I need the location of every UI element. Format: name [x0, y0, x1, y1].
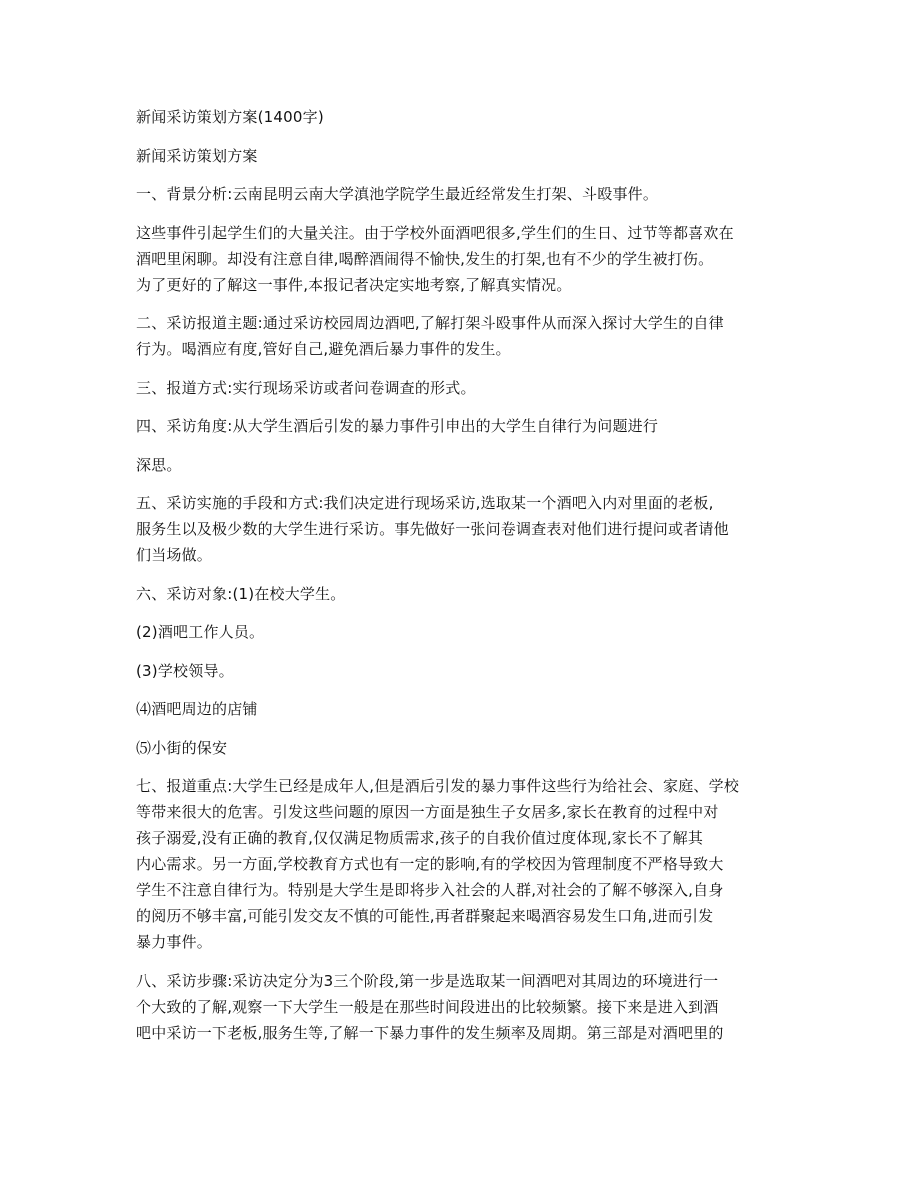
text-line: 二、采访报道主题:通过采访校园周边酒吧,了解打架斗殴事件从而深入探讨大学生的自律	[136, 314, 724, 332]
text-line: 服务生以及极少数的大学生进行采访。事先做好一张问卷调查表对他们进行提问或者请他	[136, 520, 729, 538]
text-line: (2)酒吧工作人员。	[136, 623, 265, 641]
text-line: 吧中采访一下老板,服务生等,了解一下暴力事件的发生频率及周期。第三部是对酒吧里的	[136, 1023, 724, 1042]
section-focus	[136, 773, 786, 955]
section-angle	[136, 413, 786, 439]
text-line: 的阅历不够丰富,可能引发交友不慎的可能性,再者群聚起来喝酒容易发生口角,进而引发	[136, 907, 714, 925]
text-line: 等带来很大的危害。引发这些问题的原因一方面是独生子女居多,家长在教育的过程中对	[136, 803, 719, 821]
text-line: 六、采访对象:(1)在校大学生。	[136, 584, 346, 603]
text-line: 孩子溺爱,没有正确的教育,仅仅满足物质需求,孩子的自我价值过度体现,家长不了解其	[136, 829, 704, 847]
text-line: 酒吧里闲聊。却没有注意自律,喝醉酒闹得不愉快,发生的打架,也有不少的学生被打伤。	[136, 249, 714, 268]
document-body	[136, 104, 786, 1058]
subject-item	[136, 619, 786, 645]
text-line: 这些事件引起学生们的大量关注。由于学校外面酒吧很多,学生们的生日、过节等都喜欢在	[136, 223, 734, 242]
text-line: 个大致的了解,观察一下大学生一般是在那些时间段进出的比较频繁。接下来是进入到酒	[136, 997, 719, 1016]
section-background	[136, 181, 786, 207]
section-background-detail	[136, 220, 786, 298]
text-line: 三、报道方式:实行现场采访或者问卷调查的形式。	[136, 378, 476, 397]
subject-item	[136, 658, 786, 684]
document-title: 新闻采访策划方案(1400字)	[136, 108, 324, 126]
text-line: 七、报道重点:大学生已经是成年人,但是酒后引发的暴力事件这些行为给社会、家庭、学校	[136, 777, 740, 795]
text-line: 五、采访实施的手段和方式:我们决定进行现场采访,选取某一个酒吧入内对里面的老板,	[136, 494, 714, 512]
text-line: 暴力事件。	[136, 933, 213, 951]
text-line: 内心需求。另一方面,学校教育方式也有一定的影响,有的学校因为管理制度不严格导致大	[136, 855, 724, 873]
document-subtitle: 新闻采访策划方案	[136, 146, 258, 165]
section-implementation	[136, 490, 786, 568]
section-angle-continued	[136, 452, 786, 478]
text-line: 四、采访角度:从大学生酒后引发的暴力事件引申出的大学生自律行为问题进行	[136, 417, 659, 435]
section-steps	[136, 968, 786, 1046]
text-line: 八、采访步骤:采访决定分为3三个阶段,第一步是选取某一间酒吧对其周边的环境进行一	[136, 971, 719, 990]
subject-item	[136, 735, 786, 761]
section-subjects	[136, 581, 786, 607]
text-line: (3)学校领导。	[136, 661, 234, 680]
subject-item	[136, 696, 786, 722]
text-line: ⑷酒吧周边的店铺	[136, 700, 258, 718]
text-line: 深思。	[136, 455, 182, 474]
text-line: 学生不注意自律行为。特别是大学生是即将步入社会的人群,对社会的了解不够深入,自身	[136, 881, 724, 899]
text-line: ⑸小街的保安	[136, 738, 228, 757]
text-line: 一、背景分析:云南昆明云南大学滇池学院学生最近经常发生打架、斗殴事件。	[136, 185, 659, 203]
text-line: 们当场做。	[136, 546, 213, 564]
text-line: 为了更好的了解这一事件,本报记者决定实地考察,了解真实情况。	[136, 275, 572, 294]
section-method	[136, 375, 786, 401]
section-theme	[136, 310, 786, 362]
text-line: 行为。喝酒应有度,管好自己,避免酒后暴力事件的发生。	[136, 340, 511, 358]
